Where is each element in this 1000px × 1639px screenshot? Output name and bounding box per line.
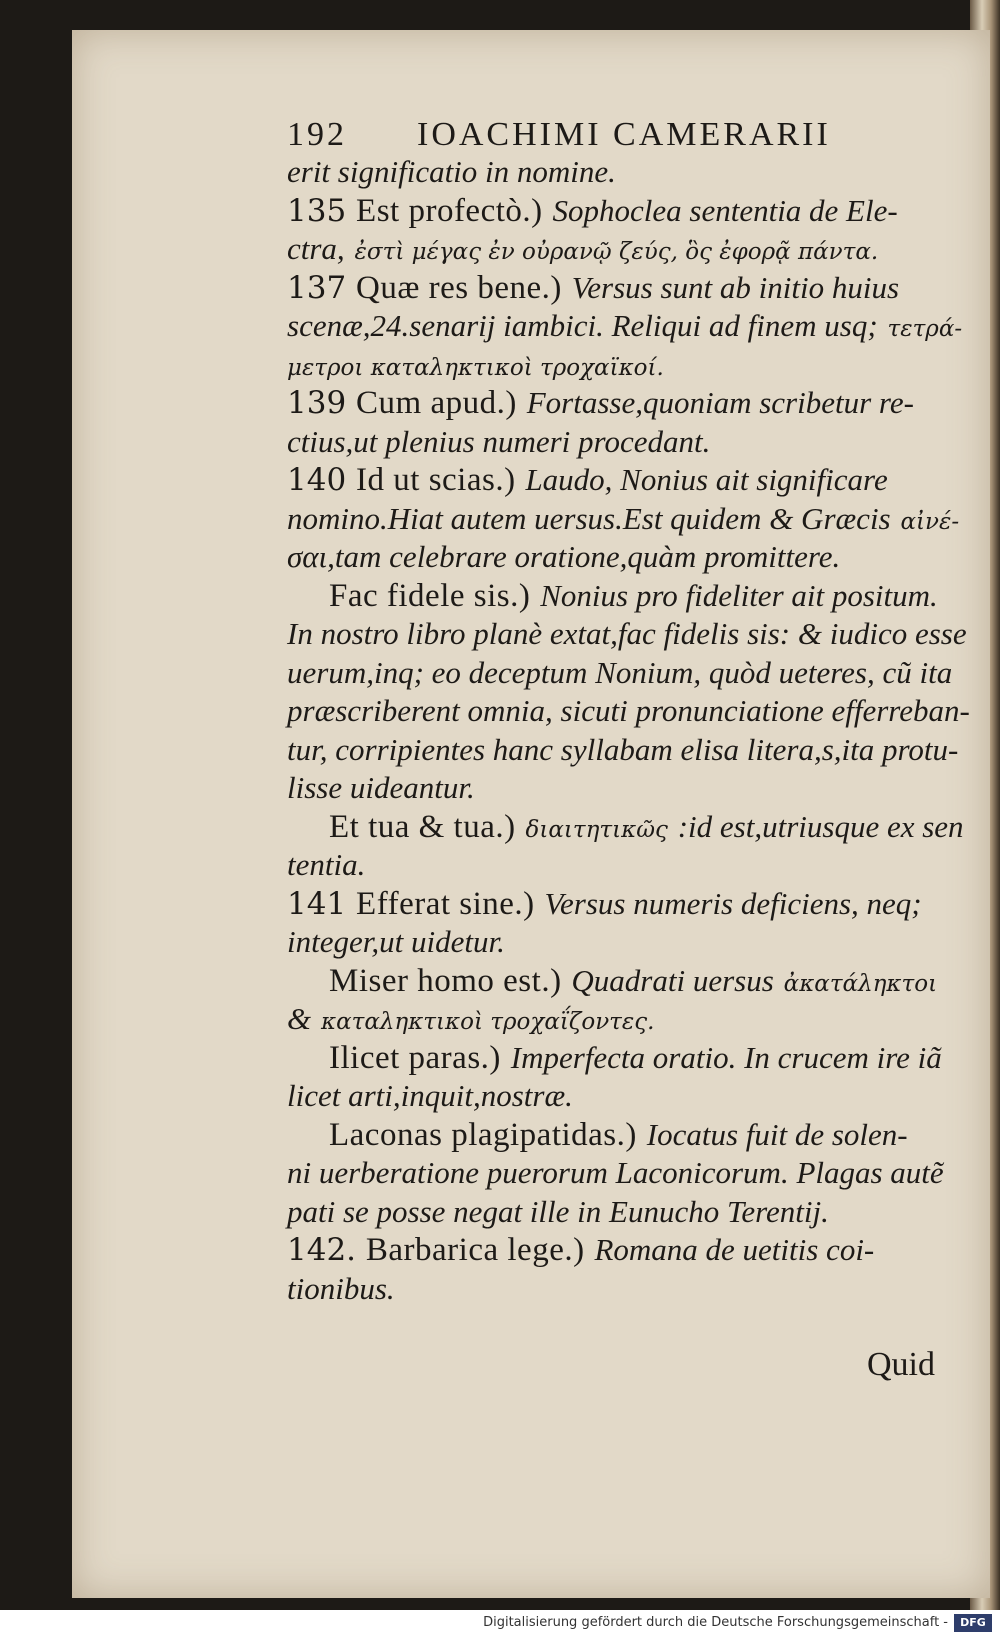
text-line xyxy=(287,460,888,500)
commentary-text: integer,ut uidetur. xyxy=(287,924,505,959)
commentary-text: σαι,tam celebrare oratione,quàm promittere. xyxy=(287,539,841,574)
commentary-text: nomino.Hiat autem uersus.Est quidem & Græcis xyxy=(287,500,891,536)
commentary-text: ctius,ut plenius numeri procedant. xyxy=(287,423,711,459)
text-line xyxy=(287,306,962,349)
text-line xyxy=(329,576,938,616)
text-line xyxy=(287,884,922,924)
lemma: Est profectò.) xyxy=(356,192,543,229)
commentary-text: Imperfecta oratio. In crucem ire iã xyxy=(510,1039,942,1075)
lemma: Cum apud.) xyxy=(356,385,517,421)
commentary-text: Laudo, Nonius ait significare xyxy=(525,462,888,497)
lemma: Miser homo est.) xyxy=(329,962,562,999)
greek-text: καταληκτικοὶ τροχαΐζοντες. xyxy=(320,1009,655,1035)
lemma: Laconas plagipatidas.) xyxy=(329,1116,637,1153)
commentary-text: lisse uideantur. xyxy=(287,770,475,805)
text-line xyxy=(287,922,505,962)
line-number: 140 xyxy=(287,462,347,498)
text-line xyxy=(287,730,958,770)
commentary-text: ctra, xyxy=(287,231,345,266)
lemma: Id ut scias.) xyxy=(356,462,516,498)
lemma: Quæ res bene.) xyxy=(356,269,562,306)
greek-text: ἀκατάληκτοι xyxy=(783,970,938,997)
text-line xyxy=(287,383,914,423)
commentary-text: Sophoclea sententia de Ele- xyxy=(552,192,898,228)
text-line xyxy=(287,537,840,577)
greek-text: μετροι καταληκτικοὶ τροχαϊκοί. xyxy=(287,354,664,381)
commentary-text: & xyxy=(287,1001,312,1036)
commentary-text: tur, corripientes hanc syllabam elisa litera,s,ita protu- xyxy=(287,731,959,767)
line-number: 137 xyxy=(287,269,347,306)
text-line xyxy=(287,191,898,231)
commentary-text: Versus numeris deficiens, neq; xyxy=(544,885,922,921)
greek-text: τετρά- xyxy=(887,316,963,342)
commentary-text: Romana de uetitis coi- xyxy=(594,1232,875,1267)
text-line xyxy=(287,268,899,308)
text-line xyxy=(287,1230,874,1270)
line-number: 141 xyxy=(287,885,347,922)
footer-credit: Digitalisierung gefördert durch die Deutsche Forschungsgemeinschaft - xyxy=(483,1615,948,1630)
text-line xyxy=(287,1192,829,1232)
text-line xyxy=(287,768,475,808)
text-line xyxy=(287,614,967,654)
commentary-text: licet arti,inquit,nostræ. xyxy=(287,1078,573,1113)
page-number: 192 xyxy=(287,116,347,153)
lemma: Barbarica lege.) xyxy=(365,1232,585,1268)
commentary-text: pati se posse negat ille in Eunucho Terentij. xyxy=(287,1193,829,1229)
text-line xyxy=(287,345,664,388)
commentary-text: ni uerberatione puerorum Laconicorum. Plagas autẽ xyxy=(287,1155,944,1190)
commentary-text: Iocatus fuit de solen- xyxy=(646,1116,908,1152)
lemma: Efferat sine.) xyxy=(356,885,535,922)
lemma: Fac fidele sis.) xyxy=(329,577,531,614)
digitization-footer xyxy=(0,1610,1000,1639)
lemma: Ilicet paras.) xyxy=(329,1039,501,1076)
greek-text: αἰνέ- xyxy=(900,508,960,535)
text-line xyxy=(287,152,616,192)
commentary-text: præscriberent omnia, sicuti pronunciatione efferreban- xyxy=(287,693,970,728)
text-line xyxy=(287,999,654,1042)
commentary-text: In nostro libro planè extat,fac fidelis sis: & iudico esse xyxy=(287,616,967,651)
commentary-text: Nonius pro fideliter ait positum. xyxy=(540,577,938,613)
commentary-text: scenæ,24.senarij iambici. Reliqui ad finem usq; xyxy=(287,308,878,343)
text-line xyxy=(287,845,365,885)
line-number: 139 xyxy=(287,385,347,421)
running-title: IOACHIMI CAMERARII xyxy=(417,116,831,153)
commentary-text: tionibus. xyxy=(287,1270,395,1306)
commentary-text: Quadrati uersus xyxy=(571,962,774,998)
commentary-text: Versus sunt ab initio huius xyxy=(571,269,900,305)
text-line xyxy=(329,1038,942,1078)
dfg-logo: DFG xyxy=(954,1614,992,1632)
book-page xyxy=(72,30,990,1598)
text-line xyxy=(287,1076,573,1116)
text-line xyxy=(329,961,937,1004)
line-number: 135 xyxy=(287,192,347,229)
text-line xyxy=(287,1269,395,1309)
commentary-text: :id est,utriusque ex sen xyxy=(677,808,964,844)
text-line xyxy=(287,653,952,693)
line-number: 142. xyxy=(287,1232,357,1268)
commentary-text: Fortasse,quoniam scribetur re- xyxy=(526,385,914,420)
text-line xyxy=(287,229,878,272)
commentary-text: uerum,inq; eo deceptum Nonium, quòd ueteres, cũ ita xyxy=(287,654,953,690)
text-line xyxy=(287,1153,944,1193)
catchword: Quid xyxy=(867,1346,935,1383)
text-line xyxy=(329,1115,908,1155)
text-line xyxy=(287,422,710,462)
text-line xyxy=(287,691,970,731)
commentary-text: tentia. xyxy=(287,847,366,882)
lemma: Et tua & tua.) xyxy=(329,808,516,845)
commentary-text: erit significatio in nomine. xyxy=(287,154,616,189)
text-line xyxy=(287,499,959,542)
greek-text: ἐστὶ μέγας ἐν οὐρανῷ ζεύς, ὃς ἐφορᾷ πάντα. xyxy=(354,239,879,265)
text-line xyxy=(329,807,964,850)
greek-text: διαιτητικῶς xyxy=(525,816,668,843)
